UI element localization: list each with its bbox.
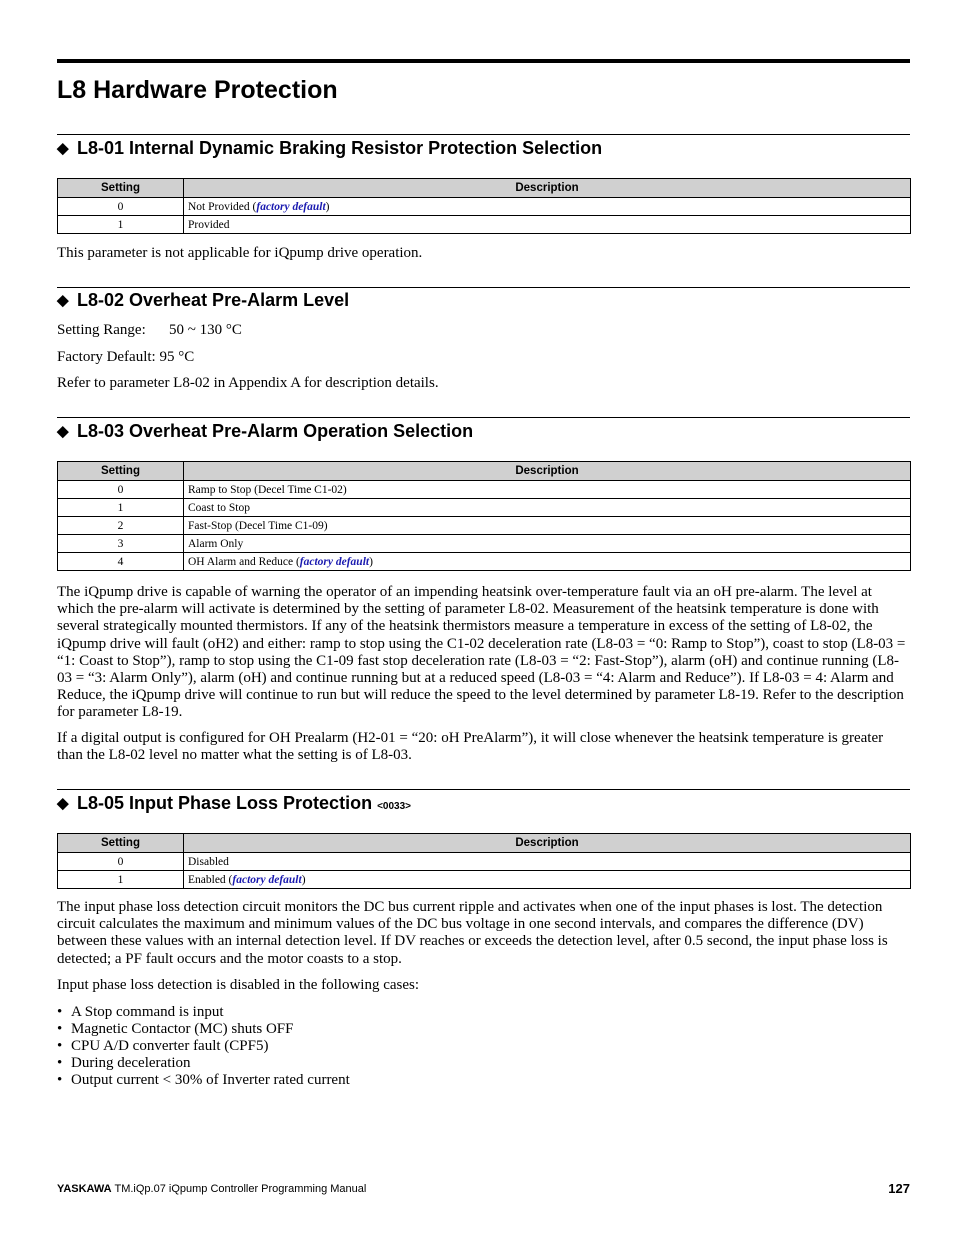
setting-column-header: Setting [58, 462, 184, 481]
page-title: L8 Hardware Protection [57, 76, 338, 104]
setting-cell: 3 [58, 535, 184, 553]
footer-brand: YASKAWA [57, 1183, 112, 1195]
description-cell: Not Provided (factory default) [184, 198, 911, 216]
setting-cell: 0 [58, 198, 184, 216]
description-cell: Provided [184, 216, 911, 234]
setting-cell: 2 [58, 517, 184, 535]
factory-default-link[interactable]: factory default [232, 873, 302, 886]
l8-02-note: Refer to parameter L8-02 in Appendix A for description details. [57, 375, 439, 391]
setting-range: Setting Range: 50 ~ 130 °C [57, 322, 242, 338]
table-row [58, 553, 911, 571]
l8-01-note: This parameter is not applicable for iQpump drive operation. [57, 245, 423, 261]
l8-03-digital-output-note: If a digital output is configured for OH Prealarm (H2-01 = “20: oH PreAlarm”), it will close whenever the heatsink temperature is greater than the L8-02 level no matter what the setting is of L8-03. [57, 730, 884, 764]
list-item: • Magnetic Contactor (MC) shuts OFF [57, 1021, 350, 1038]
l8-05-description: The input phase loss detection circuit monitors the DC bus current ripple and activates when one of the input phases is lost. The detection circuit calculates the maximum and minimum values of the DC bus voltage in one second intervals, and compares the difference (DV) between these values with an internal detection level. If DV reaches or exceeds the detection level, after 0.5 second, the input phase loss is detected; a PF fault occurs and the motor coasts to a stop. [57, 899, 888, 967]
table-row [58, 216, 911, 234]
table-row [58, 535, 911, 553]
section-divider [57, 789, 910, 790]
factory-default-link[interactable]: factory default [299, 555, 370, 568]
l8-03-settings-table [57, 461, 911, 571]
description-cell: Disabled [184, 853, 911, 871]
description-cell: Ramp to Stop (Decel Time C1-02) [184, 481, 911, 499]
list-item: • Output current < 30% of Inverter rated current [57, 1072, 350, 1089]
parameter-code: <0033> [377, 801, 412, 812]
factory-default-link[interactable]: factory default [256, 200, 326, 213]
l8-03-description: The iQpump drive is capable of warning the operator of an impending heatsink over-temperature fault via an oH pre-alarm. The level at which the pre-alarm will activate is determined by the setting of parameter L8-02. Measurement of the heatsink temperature is done with several strategically mounted thermistors. If any of the heatsink thermistors measure a temperature in excess of the setting of L8-02, the iQpump drive will fault (oH2) and either: ramp to stop using the C1-02 deceleration rate (L8-03 = “0: Ramp to Stop”), coast to stop (L8-03 = “1: Coast to Stop”), ramp to stop using the C1-09 fast stop deceleration rate (L8-03 = “2: Fast-Stop”), alarm (oH) and continue running (L8-03 = “3: Alarm Only”), alarm (oH) and continue running but at a reduced speed (L8-03 = “4: Alarm and Reduce”). If L8-03 = 4: Alarm and Reduce, the iQpump drive will continue to run but will reduce the speed to the level determined by parameter L8-19. Refer to the description for parameter L8-19. [57, 584, 906, 721]
description-column-header: Description [184, 462, 911, 481]
table-row [58, 871, 911, 889]
setting-cell: 1 [58, 871, 184, 889]
section-divider [57, 417, 910, 418]
list-item: • During deceleration [57, 1055, 350, 1072]
top-rule [57, 59, 910, 63]
setting-column-header: Setting [58, 179, 184, 198]
setting-column-header: Setting [58, 834, 184, 853]
description-column-header: Description [184, 834, 911, 853]
description-cell: Alarm Only [184, 535, 911, 553]
disabled-cases-list [57, 1004, 350, 1089]
setting-cell: 1 [58, 499, 184, 517]
list-item: • A Stop command is input [57, 1004, 350, 1021]
footer-manual-title: YASKAWA TM.iQp.07 iQpump Controller Programming Manual [57, 1183, 367, 1195]
diamond-bullet-icon: ◆ [57, 795, 69, 812]
table-header-row [58, 834, 911, 853]
table-row [58, 517, 911, 535]
l8-05-disabled-intro: Input phase loss detection is disabled in the following cases: [57, 977, 420, 993]
description-cell: Enabled (factory default) [184, 871, 911, 889]
description-column-header: Description [184, 179, 911, 198]
description-cell: OH Alarm and Reduce (factory default) [184, 553, 911, 571]
l8-05-settings-table [57, 833, 911, 889]
setting-cell: 1 [58, 216, 184, 234]
l8-01-settings-table [57, 178, 911, 234]
diamond-bullet-icon: ◆ [57, 423, 69, 440]
description-cell: Coast to Stop [184, 499, 911, 517]
table-row [58, 853, 911, 871]
setting-cell: 0 [58, 853, 184, 871]
list-item: • CPU A/D converter fault (CPF5) [57, 1038, 350, 1055]
diamond-bullet-icon: ◆ [57, 140, 69, 157]
page-number: 127 [888, 1181, 910, 1196]
table-header-row [58, 179, 911, 198]
table-row [58, 198, 911, 216]
section-heading-l8-03: ◆ L8-03 Overheat Pre-Alarm Operation Selection [57, 421, 474, 441]
setting-cell: 4 [58, 553, 184, 571]
table-header-row [58, 462, 911, 481]
table-row [58, 481, 911, 499]
diamond-bullet-icon: ◆ [57, 292, 69, 309]
section-heading-l8-05: ◆ L8-05 Input Phase Loss Protection <0033> [57, 793, 412, 813]
section-divider [57, 287, 910, 288]
setting-cell: 0 [58, 481, 184, 499]
section-divider [57, 134, 910, 135]
table-row [58, 499, 911, 517]
section-heading-l8-02: ◆ L8-02 Overheat Pre-Alarm Level [57, 290, 350, 310]
description-cell: Fast-Stop (Decel Time C1-09) [184, 517, 911, 535]
factory-default-value: Factory Default: 95 °C [57, 349, 195, 365]
section-heading-l8-01: ◆ L8-01 Internal Dynamic Braking Resistor Protection Selection [57, 138, 603, 158]
